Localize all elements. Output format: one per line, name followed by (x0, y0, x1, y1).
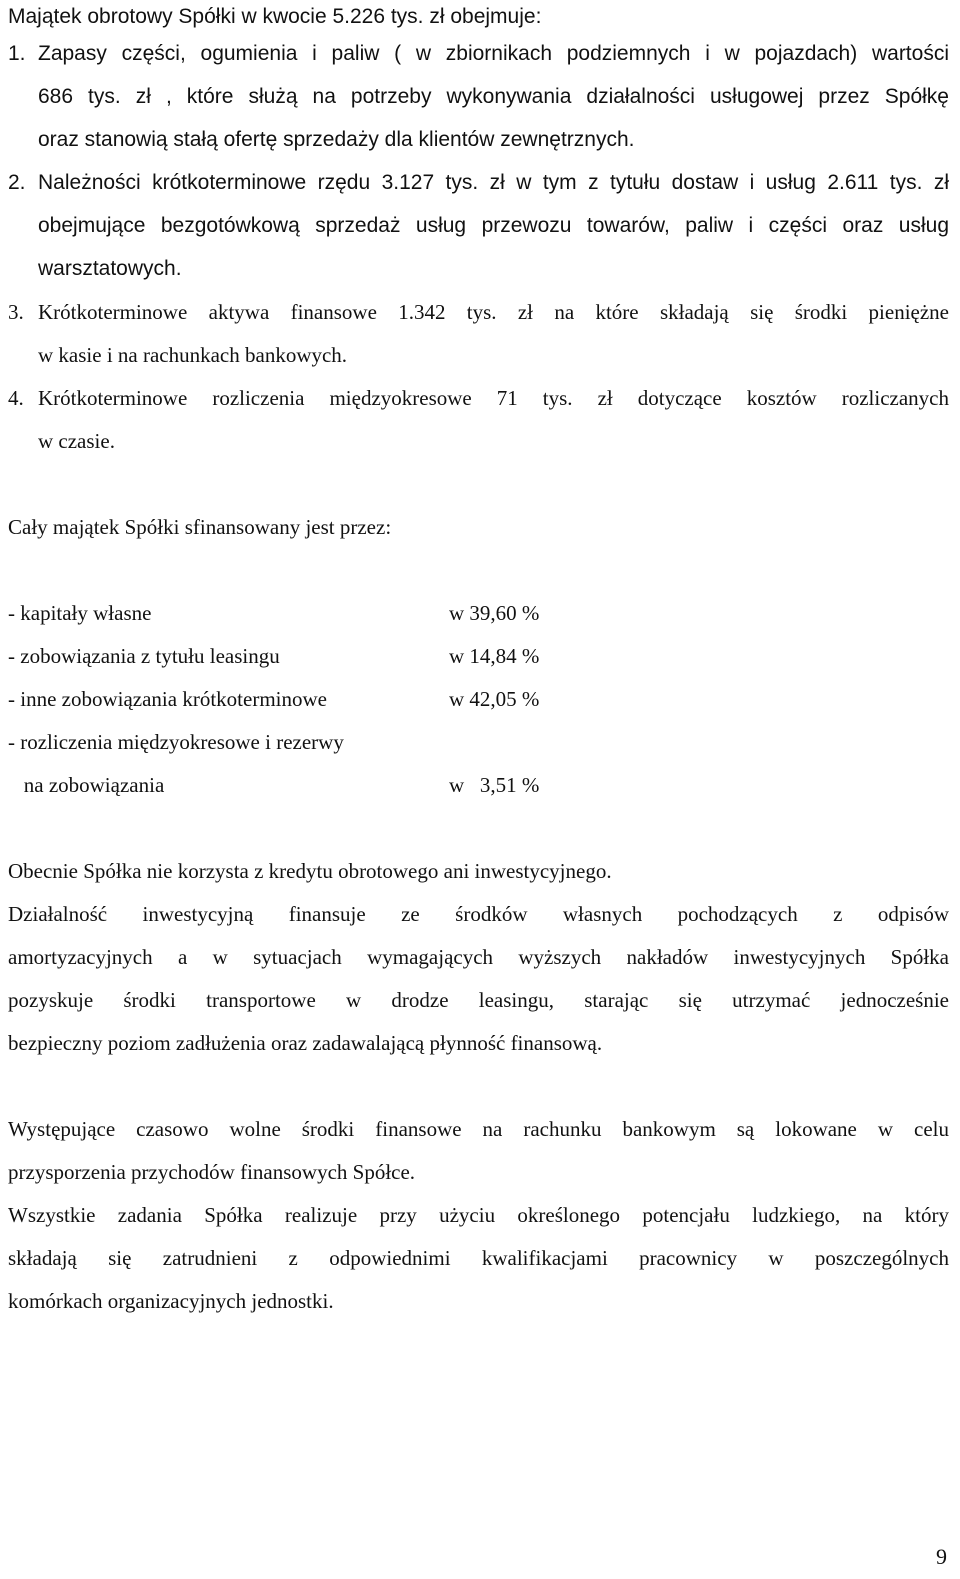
paragraph-investment-line: bezpieczny poziom zadłużenia oraz zadawalającą płynność finansową. (8, 1031, 603, 1055)
financing-value: w 14,84 % (449, 644, 540, 668)
paragraph-investment-line: pozyskuje środki transportowe w drodze leasingu, starając się utrzymać jednocześnie (8, 988, 949, 1012)
paragraph-credit: Obecnie Spółka nie korzysta z kredytu obrotowego ani inwestycyjnego. (8, 859, 612, 883)
item-4-number: 4. (8, 386, 24, 410)
paragraph-staff-line: komórkach organizacyjnych jednostki. (8, 1289, 334, 1313)
item-2-line-3: warsztatowych. (38, 257, 182, 280)
financing-label: na zobowiązania (8, 773, 165, 797)
financing-label: - kapitały własne (8, 601, 152, 625)
financing-value: w 39,60 % (449, 601, 540, 625)
financing-label: - zobowiązania z tytułu leasingu (8, 644, 280, 668)
paragraph-investment-line: amortyzacyjnych a w sytuacjach wymagających wyższych nakładów inwestycyjnych Spółka (8, 945, 949, 969)
item-3-line-2: w kasie i na rachunkach bankowych. (38, 343, 348, 367)
item-4-line-2: w czasie. (38, 429, 115, 453)
financing-heading: Cały majątek Spółki sfinansowany jest przez: (8, 515, 392, 539)
intro-line: Majątek obrotowy Spółki w kwocie 5.226 tys. zł obejmuje: (8, 5, 542, 28)
item-2-line-2: obejmujące bezgotówkową sprzedaż usług przewozu towarów, paliw i części oraz usług (38, 214, 949, 237)
item-1-line-3: oraz stanowią stałą ofertę sprzedaży dla klientów zewnętrznych. (38, 128, 635, 151)
paragraph-investment-line: Działalność inwestycyjną finansuje ze środków własnych pochodzących z odpisów (8, 902, 949, 926)
financing-value: w 3,51 % (449, 773, 540, 797)
item-1-number: 1. (8, 42, 26, 65)
item-3-number: 3. (8, 300, 24, 324)
paragraph-staff-line: Wszystkie zadania Spółka realizuje przy użyciu określonego potencjału ludzkiego, na który (8, 1203, 949, 1227)
item-1-line-2: 686 tys. zł , które służą na potrzeby wykonywania działalności usługowej przez Spółkę (38, 85, 949, 108)
financing-value: w 42,05 % (449, 687, 540, 711)
financing-label: - rozliczenia międzyokresowe i rezerwy (8, 730, 344, 754)
financing-label: - inne zobowiązania krótkoterminowe (8, 687, 327, 711)
item-4-line-1: 4. Krótkoterminowe rozliczenia międzyokresowe 71 tys. zł dotyczące kosztów rozliczanych (8, 383, 949, 413)
item-2-number: 2. (8, 171, 26, 194)
paragraph-funds-line: Występujące czasowo wolne środki finansowe na rachunku bankowym są lokowane w celu (8, 1117, 949, 1141)
paragraph-staff-line: składają się zatrudnieni z odpowiednimi kwalifikacjami pracownicy w poszczególnych (8, 1246, 949, 1270)
item-3-line-1: 3. Krótkoterminowe aktywa finansowe 1.342 tys. zł na które składają się środki pieniężne (8, 297, 949, 327)
item-1-line-1: 1. Zapasy części, ogumienia i paliw ( w zbiornikach podziemnych i w pojazdach) wartości (8, 39, 949, 69)
item-2-line-1: 2. Należności krótkoterminowe rzędu 3.127 tys. zł w tym z tytułu dostaw i usług 2.611 tys. zł (8, 168, 949, 198)
paragraph-funds-line: przysporzenia przychodów finansowych Spółce. (8, 1160, 416, 1184)
page-number: 9 (936, 1544, 947, 1569)
